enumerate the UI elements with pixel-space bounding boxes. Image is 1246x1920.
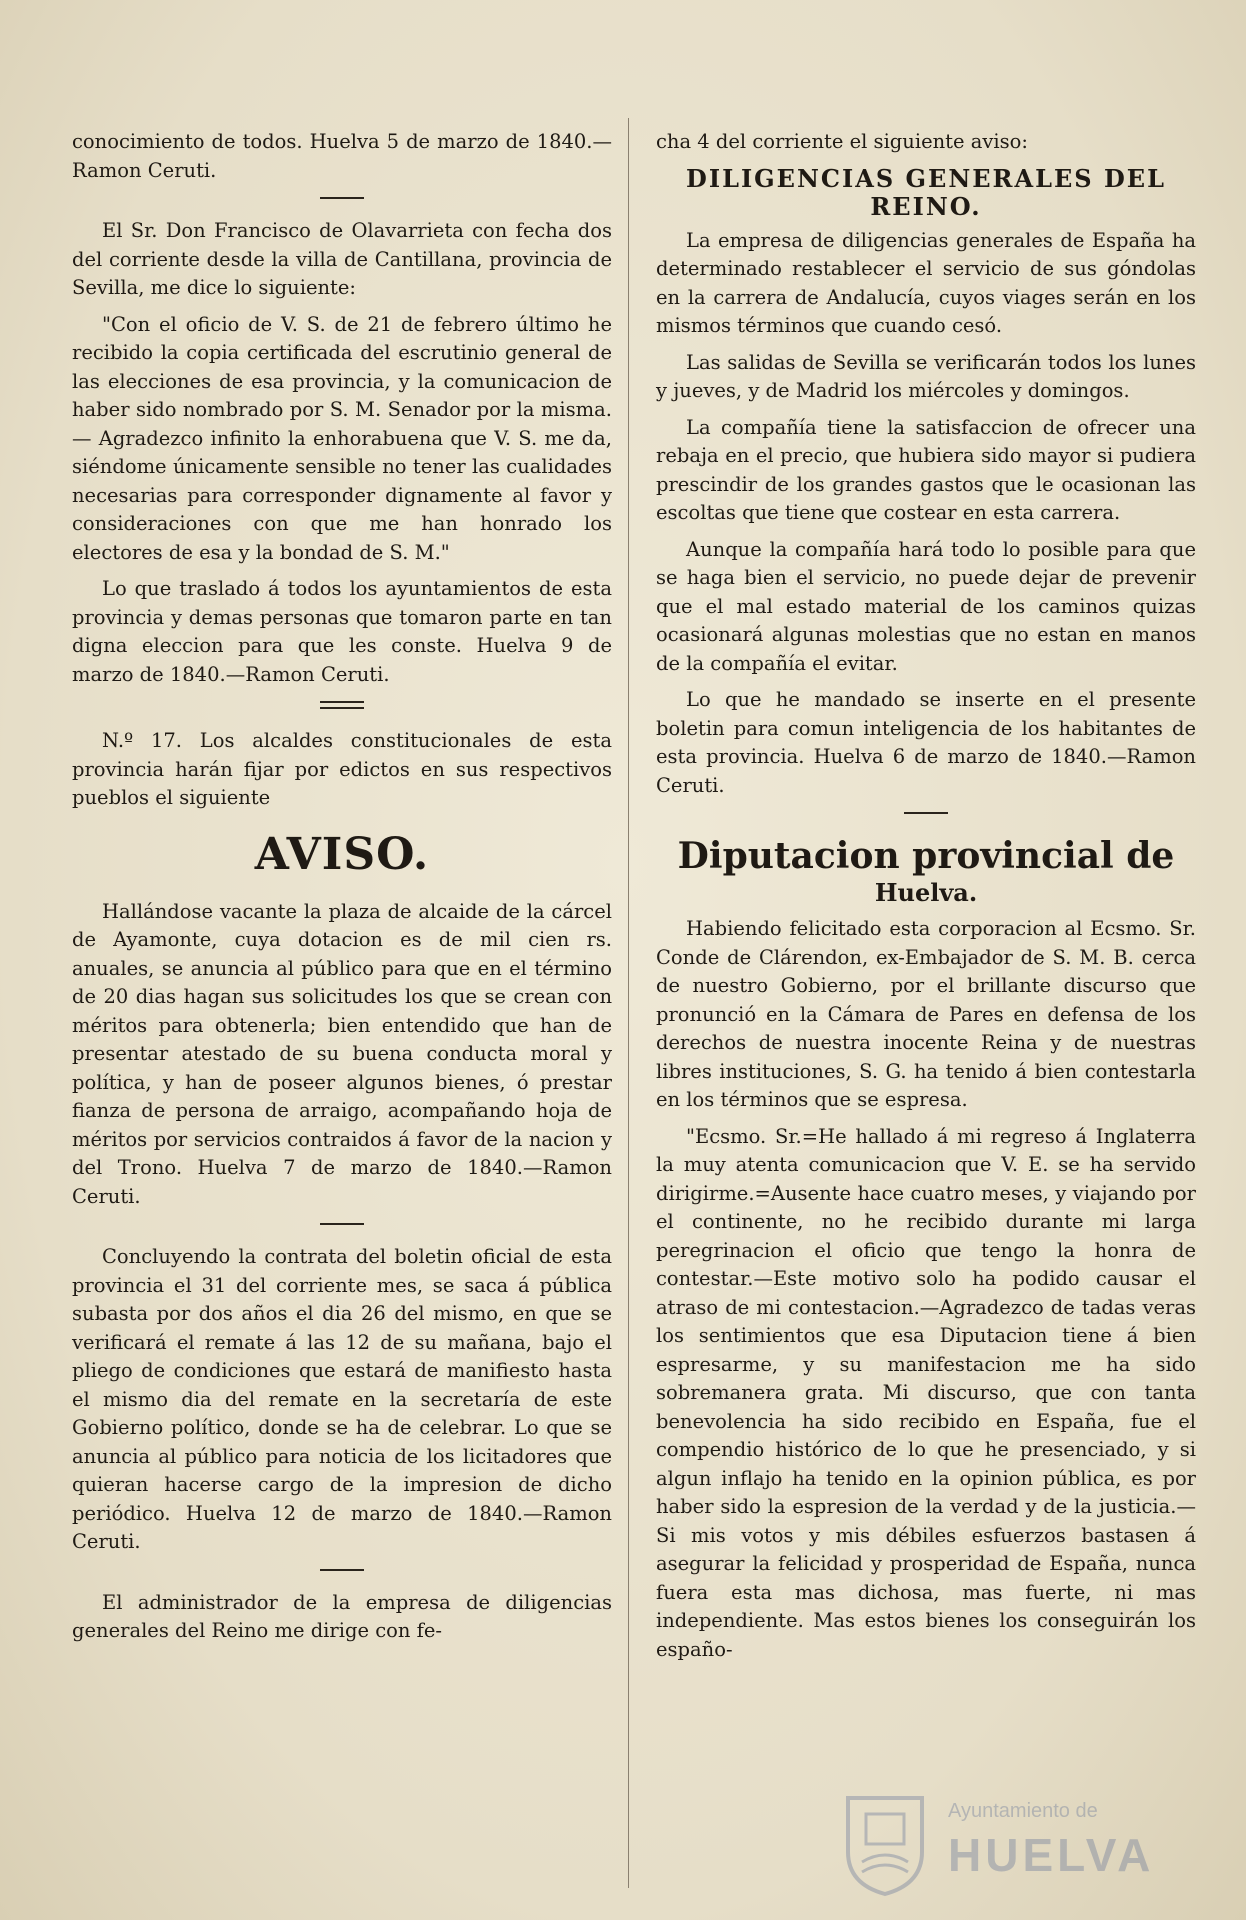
separator	[904, 812, 948, 814]
separator	[320, 197, 364, 199]
paragraph: cha 4 del corriente el siguiente aviso:	[656, 130, 1028, 153]
quoted-letter: "Ecsmo. Sr.=He hallado á mi regreso á Inglaterra la muy atenta comunicacion que V. E. se ha servido dirigirme.=Ausente hace cuatro meses, y viajando por el continente, no he recibido durante mi larga peregrinacion el oficio que tengo la honra de contestar.—Este motivo solo ha podido causar el atraso de mi contestacion.—Agradezco de tadas veras los sentimientos que esa Diputacion tiene á bien espresarme, y su manifestacion me ha sido sobremanera grata. Mi discurso, que con tanta benevolencia ha sido recibido en España, fue el compendio histórico de lo que he presenciado, y si algun inflajo ha tenido en la opinion pública, es por haber sido la espresion de la verdad y de la justicia.—Si mis votos y mis débiles esfuerzos bastasen á asegurar la felicidad y prosperidad de España, nunca fuera esta mas dichosa, mas fuerte, ni mas independiente. Mas estos bienes los conseguirán los españo-	[656, 1124, 1196, 1661]
diputacion-heading: Diputacion provincial de	[677, 835, 1175, 877]
paragraph: Concluyendo la contrata del boletin oficial de esta provincia el 31 del corriente mes, se saca á pública subasta por dos años el dia 26 del mismo, en que se verificará el remate á las 12 de su mañana, bajo el pliego de condiciones que estará de manifiesto hasta el mismo dia del remate en la secretaría de este Gobierno político, donde se ha de celebrar. Lo que se anuncia al público para noticia de los licitadores que quieran hacerse cargo de la impresion de dicho periódico. Huelva 12 de marzo de 1840.—Ramon Ceruti.	[72, 1245, 612, 1553]
paragraph: Aunque la compañía hará todo lo posible para que se haga bien el servicio, no puede dejar de prevenir que el mal estado material de los caminos quizas ocasionará algunas molestias que no estan en manos de la compañía el evitar.	[656, 537, 1196, 675]
paragraph: conocimiento de todos. Huelva 5 de marzo de 1840.—Ramon Ceruti.	[72, 130, 612, 182]
watermark-logo	[842, 1792, 1172, 1902]
quoted-letter: "Con el oficio de V. S. de 21 de febrero último he recibido la copia certificada del escrutinio general de las elecciones de esa provincia, y la comunicacion de haber sido nombrado por S. M. Senador por la misma.— Agradezco infinito la enhorabuena que V. S. me da, siéndome únicamente sensible no tener las cualidades necesarias para corresponder dignamente al favor y consideraciones con que me han honrado los electores de esa y la bondad de S. M."	[72, 312, 612, 564]
right-column	[656, 128, 1196, 1672]
paragraph: Lo que he mandado se inserte en el presente boletin para comun inteligencia de los habitantes de esta provincia. Huelva 6 de marzo de 1840.—Ramon Ceruti.	[656, 688, 1196, 797]
paragraph: La empresa de diligencias generales de España ha determinado restablecer el servicio de sus góndolas en la carrera de Andalucía, cuyos viages serán en los mismos términos que cuando cesó.	[656, 228, 1196, 337]
paragraph: La compañía tiene la satisfaccion de ofrecer una rebaja en el precio, que hubiera sido mayor si pudiera prescindir de los grandes gastos que le ocasionan las escoltas que tiene que costear en esta carrera.	[656, 415, 1196, 524]
paragraph: El Sr. Don Francisco de Olavarrieta con fecha dos del corriente desde la villa de Cantillana, provincia de Sevilla, me dice lo siguiente:	[72, 219, 612, 299]
column-divider	[628, 118, 629, 1888]
paragraph: Hallándose vacante la plaza de alcaide de la cárcel de Ayamonte, cuya dotacion es de mil cien rs. anuales, se anuncia al público para que en el término de 20 dias hagan sus solicitudes los que se crean con méritos para obtenerla; bien entendido que han de presentar atestado de su buena conducta moral y política, y han de poseer algunos bienes, ó prestar fianza de persona de arraigo, acompañando hoja de méritos por servicios contraidos á favor de la nacion y del Trono. Huelva 7 de marzo de 1840.—Ramon Ceruti.	[72, 899, 612, 1208]
paragraph: Las salidas de Sevilla se verificarán todos los lunes y jueves, y de Madrid los miércoles y domingos.	[656, 350, 1196, 402]
paragraph: N.º 17. Los alcaldes constitucionales de esta provincia harán fijar por edictos en sus respectivos pueblos el siguiente	[72, 729, 612, 809]
watermark-text-city: HUELVA	[948, 1829, 1155, 1881]
paragraph: El administrador de la empresa de diligencias generales del Reino me dirige con fe-	[72, 1590, 612, 1642]
watermark-text-top: Ayuntamiento de	[948, 1800, 1098, 1822]
left-column	[72, 128, 612, 1654]
separator	[320, 1223, 364, 1225]
aviso-heading: AVISO.	[254, 828, 430, 880]
separator	[320, 701, 364, 709]
diputacion-subheading: Huelva.	[874, 878, 978, 907]
diligencias-heading: DILIGENCIAS GENERALES DEL REINO.	[686, 163, 1166, 221]
separator	[320, 1569, 364, 1571]
city-shield-icon	[842, 1792, 928, 1898]
paragraph: Habiendo felicitado esta corporacion al Ecsmo. Sr. Conde de Clárendon, ex-Embajador de S. M. B. cerca de nuestro Gobierno, por el brillante discurso que pronunció en la Cámara de Pares en defensa de los derechos de nuestra inocente Reina y de nuestras libres instituciones, S. G. ha tenido á bien contestarla en los términos que se espresa.	[656, 917, 1196, 1111]
paragraph: Lo que traslado á todos los ayuntamientos de esta provincia y demas personas que tomaron parte en tan digna eleccion para que les conste. Huelva 9 de marzo de 1840.—Ramon Ceruti.	[72, 577, 612, 686]
